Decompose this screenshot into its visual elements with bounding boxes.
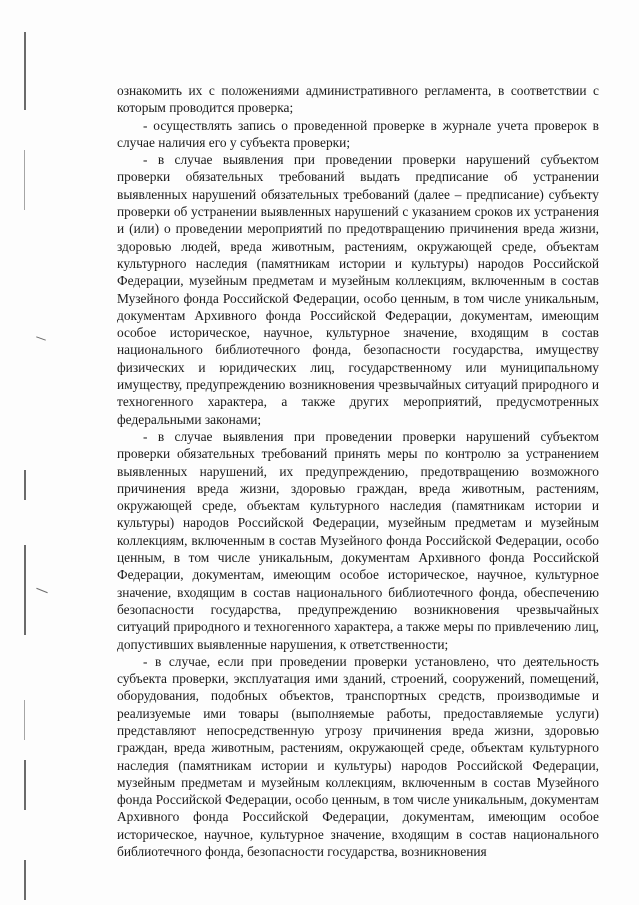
- paragraph-issue-order: - в случае выявления при проведении проверки нарушений субъектом проверки обязательных требований выдать предписание об устранении выявленных нарушений обязательных требований (далее – предписание) субъекту проверки об устранении выявленных нарушений с указанием сроков их устранения и (или) о проведении мероприятий по предотвращению причинения вреда жизни, здоровью людей, вреда животным, растениям, окружающей среде, объектам культурного наследия (памятникам истории и культуры) народов Российской Федерации, музейным предметам и музейным коллекциям, включенным в состав Музейного фонда Российской Федерации, особо ценным, в том числе уникальным, документам Архивного фонда Российской Федерации, документам, имеющим особое историческое, научное, культурное значение, входящим в состав национального библиотечного фонда, безопасности государства, имуществу физических и юридических лиц, государственному или муниципальному имуществу, предупреждению возникновения чрезвычайных ситуаций природного и техногенного характера, а также других мероприятий, предусмотренных федеральными законами;: [117, 152, 599, 427]
- document-body: [117, 82, 599, 860]
- paragraph-immediate-threat: - в случае, если при проведении проверки установлено, что деятельность субъекта проверки, эксплуатация ими зданий, строений, сооружений, помещений, оборудования, подобных объектов, транспортных средств, производимые и реализуемые ими товары (выполняемые работы, предоставляемые услуги) представляют непосредственную угрозу причинения вреда жизни, здоровью граждан, вреда животным, растениям, окружающей среде, объектам культурного наследия (памятникам истории и культуры) народов Российской Федерации, музейным предметам и музейным коллекциям, включенным в состав Музейного фонда Российской Федерации, особо ценным, в том числе уникальным, документам Архивного фонда Российской Федерации, документам, имеющим особое историческое, научное, культурное значение, входящим в состав национального библиотечного фонда, безопасности государства, возникновения: [117, 653, 599, 860]
- binding-mark: [24, 545, 26, 635]
- paragraph-continuation: ознакомить их с положениями административного регламента, в соответствии с которым проводится проверка;: [117, 83, 599, 116]
- scan-artifact: [36, 336, 46, 340]
- binding-mark: [24, 700, 25, 740]
- paragraph-control-measures: - в случае выявления при проведении проверки нарушений субъектом проверки обязательных требований принять меры по контролю за устранением выявленных нарушений, их предупреждению, предотвращению возможного причинения вреда жизни, здоровью граждан, вреда животным, растениям, окружающей среде, объектам культурного наследия (памятникам истории и культуры) народов Российской Федерации, музейным предметам и музейным коллекциям, включенным в состав Музейного фонда Российской Федерации, особо ценным, в том числе уникальным, документам Архивного фонда Российской Федерации, документам, имеющим особое историческое, научное, культурное значение, входящим в состав национального библиотечного фонда, обеспечению безопасности государства, предупреждению возникновения чрезвычайных ситуаций природного и техногенного характера, а также меры по привлечению лиц, допустивших выявленные нарушения, к ответственности;: [117, 428, 599, 652]
- binding-mark: [24, 150, 25, 210]
- binding-mark: [24, 860, 26, 900]
- binding-mark: [24, 32, 26, 110]
- paragraph-inspection-log: - осуществлять запись о проведенной проверке в журнале учета проверок в случае наличия его у субъекта проверки;: [117, 117, 599, 150]
- binding-mark: [24, 470, 26, 500]
- scan-artifact: [36, 588, 48, 593]
- binding-mark: [24, 760, 26, 810]
